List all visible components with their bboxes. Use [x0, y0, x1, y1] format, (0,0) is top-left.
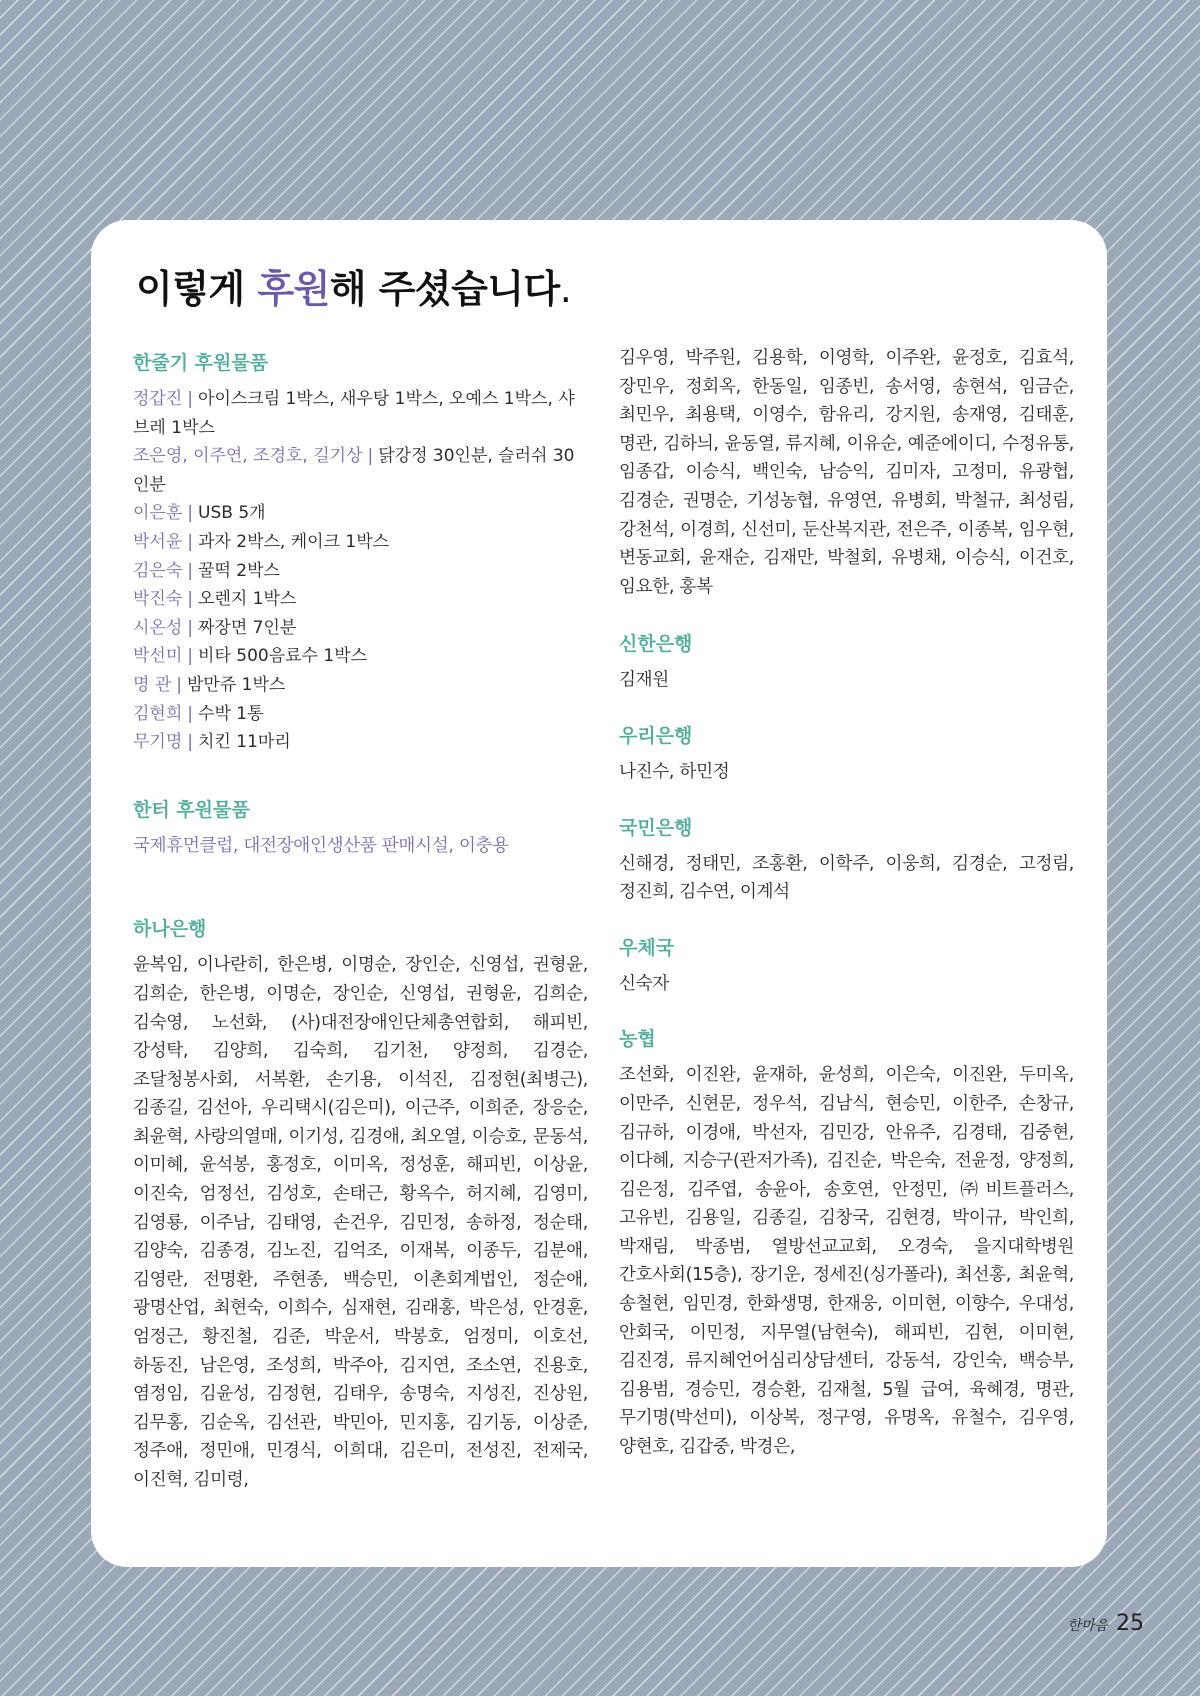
section-hanter [133, 797, 588, 861]
content-card [91, 220, 1107, 1567]
title-post: 해 주셨습니다 [329, 267, 560, 311]
section-heading: 신한은행 [619, 633, 693, 656]
donor-name: 김현희 [133, 703, 183, 724]
continued-donor-list: 김우영, 박주원, 김용학, 이영학, 이주완, 윤정호, 김효석, 장민우, 정회옥, 한동일, 임종빈, 송서영, 송현석, 임금순, 최민우, 최용택, 이영수, 함유리, 강지원, 송재영, 김태훈, 명관, 김하늬, 윤동열, 류지혜, 이유순, 예준에이디, 수정유통, 임종갑, 이승식, 백인숙, 남승익, 김미자, 고정미, 유광협, 김경순, 권명순, 기성농협, 유영연, 유병회, 박철규, 최성림, 강천석, 이경희, 신선미, 둔산복지관, 전은주, 이종복, 임우현, 변동교회, 윤재순, 김재만, 박철회, 유병채, 이승식, 이건호, 임요한, 홍복 [619, 348, 1074, 597]
donation-text: 아이스크림 1박스, 새우탕 1박스, 오예스 1박스, 샤브레 1박스 [133, 389, 575, 438]
section-hana-bank [133, 916, 588, 1494]
donor-name: 명 관 [133, 674, 172, 695]
section-woori-bank [619, 723, 1074, 787]
donation-text: 짜장면 7인분 [198, 617, 297, 638]
separator: | [187, 589, 194, 610]
section-body: 김재원 [619, 670, 669, 691]
donor-name: 박서윤 [133, 531, 183, 552]
page-number: 25 [1116, 1611, 1144, 1636]
donation-text: 꿀떡 2박스 [198, 560, 280, 581]
donation-text: 과자 2박스, 케이크 1박스 [198, 531, 390, 552]
magazine-logo: 한마음 [1067, 1618, 1108, 1634]
donor-name: 시온성 [133, 617, 183, 638]
donation-item [133, 385, 588, 442]
donor-name: 박선미 [133, 646, 183, 667]
section-heading: 국민은행 [619, 816, 693, 839]
page-title [136, 258, 571, 313]
separator: | [187, 732, 194, 753]
separator: | [176, 674, 182, 695]
donation-text: 치킨 11마리 [198, 732, 291, 753]
section-nonghyup [619, 1026, 1074, 1461]
donation-item [133, 557, 588, 586]
donation-item [133, 671, 588, 700]
section-heading: 우체국 [619, 936, 675, 959]
donation-text: 수박 1통 [198, 703, 264, 724]
donation-item [133, 585, 588, 614]
section-heading: 한줄기 후원물품 [133, 352, 269, 374]
section-shinhan-bank [619, 631, 1074, 695]
donation-text: USB 5개 [198, 503, 266, 524]
section-heading: 한터 후원물품 [133, 798, 250, 821]
donation-text: 닭강정 30인분, 슬러쉬 30인분 [133, 446, 575, 495]
separator: | [187, 389, 194, 409]
donor-name: 무기명 [133, 732, 183, 753]
donation-item [133, 700, 588, 729]
donation-item [133, 528, 588, 557]
section-body: 국제휴먼클럽, 대전장애인생산품 판매시설, 이충용 [133, 835, 509, 856]
donor-name: 조은영, 이주연, 조경호, 길기상 [133, 446, 363, 467]
donor-name: 이은훈 [133, 503, 183, 524]
title-pre: 이렇게 [136, 267, 258, 311]
separator: | [187, 703, 194, 724]
title-highlight: 후원 [257, 267, 330, 311]
donation-item [133, 614, 588, 643]
donation-item [133, 499, 588, 528]
donor-name: 정갑진 [133, 389, 183, 409]
donation-item [133, 642, 588, 671]
right-column [619, 344, 1074, 1462]
section-heading: 우리은행 [619, 724, 693, 747]
section-body: 나진수, 하민정 [619, 761, 730, 782]
separator: | [187, 560, 194, 581]
title-dot: . [559, 267, 572, 311]
section-body: 조선화, 이진완, 윤재하, 윤성희, 이은숙, 이진완, 두미옥, 이만주, 신현문, 정우석, 김남식, 현승민, 이한주, 손창규, 김규하, 이경애, 박선자, 김민강, 안유주, 김경태, 김중현, 이다혜, 지승구(관저가족), 김진순, 박은숙, 전윤정, 양정희, 김은정, 김주엽, 송윤아, 송호연, 안정민, ㈜비트플러스, 고유빈, 김용일, 김종길, 김창국, 김현경, 박이규, 박인희, 박재림, 박종범, 열방선교교회, 오경숙, 을지대학병원 간호사회(15층), 장기운, 정세진(싱가폴라), 최선홍, 최윤혁, 송철현, 임민경, 한화생명, 한재웅, 이미현, 이향수, 우대성, 안회국, 이민정, 지무열(남현숙), 해피빈, 김현, 이미현, 김진경, 류지혜언어심리상담센터, 강동석, 강인숙, 백승부, 김용범, 경승민, 경승환, 김재철, 5월 급여, 육혜경, 명관, 무기명(박선미), 이상복, 정구영, 유명옥, 유철수, 김우영, 양현호, 김갑중, 박경은, [619, 1065, 1074, 1458]
section-body: 신숙자 [619, 973, 669, 994]
separator: | [187, 503, 194, 524]
donation-text: 밤만쥬 1박스 [186, 674, 286, 695]
section-post-office [619, 935, 1074, 999]
section-heading: 농협 [619, 1028, 656, 1051]
section-kookmin-bank [619, 815, 1074, 907]
donation-text: 오렌지 1박스 [198, 589, 297, 610]
page-footer [1067, 1611, 1144, 1636]
section-body: 윤복임, 이나란히, 한은병, 이명순, 장인순, 신영섭, 권형윤, 김희순, 한은병, 이명순, 장인순, 신영섭, 권형윤, 김희순, 김숙영, 노선화, (사)대전장애인단체총연합회, 해피빈, 강성탁, 김양희, 김숙희, 김기천, 양정희, 김경순, 조달청봉사회, 서복환, 손기용, 이석진, 김정현(최병근), 김종길, 김선아, 우리택시(김은미), 이근주, 이희준, 장응순, 최윤혁, 사랑의열매, 이기성, 김경애, 최오열, 이승호, 문동석, 이미혜, 윤석봉, 홍정호, 이미옥, 정성훈, 해피빈, 이상윤, 이진숙, 엄정선, 김성호, 손태근, 황옥수, 허지혜, 김영미, 김영룡, 이주남, 김태영, 손건우, 김민정, 송하정, 정순태, 김양숙, 김종경, 김노진, 김억조, 이재복, 이종두, 김분애, 김영란, 전명환, 주현종, 백승민, 이촌회계법인, 정순애, 광명산업, 최현숙, 이희수, 심재현, 김래홍, 박은성, 안경훈, 엄정근, 황진철, 김준, 박운서, 박봉호, 엄정미, 이호선, 하동진, 남은영, 조성희, 박주아, 김지연, 조소연, 진용호, 염정임, 김윤성, 김정현, 김태우, 송명숙, 지성진, 진상원, 김무홍, 김순옥, 김선관, 박민아, 민지홍, 김기동, 이상준, 정주애, 정민애, 민경식, 이희대, 김은미, 전성진, 전제국, 이진혁, 김미령, [133, 955, 588, 1490]
section-heading: 하나은행 [133, 918, 207, 941]
left-column [133, 350, 588, 1495]
separator: | [187, 531, 194, 552]
separator: | [187, 617, 194, 638]
section-body: 신해경, 정태민, 조홍환, 이학주, 이웅희, 김경순, 고정림, 정진희, 김수연, 이계석 [619, 853, 1074, 903]
donation-item [133, 728, 588, 757]
separator: | [187, 646, 194, 667]
section-hanjulgi [133, 350, 588, 757]
donor-name: 김은숙 [133, 560, 183, 581]
separator: | [367, 446, 374, 467]
donation-text: 비타 500음료수 1박스 [198, 646, 368, 667]
donor-name: 박진숙 [133, 589, 183, 610]
donation-item [133, 442, 588, 499]
